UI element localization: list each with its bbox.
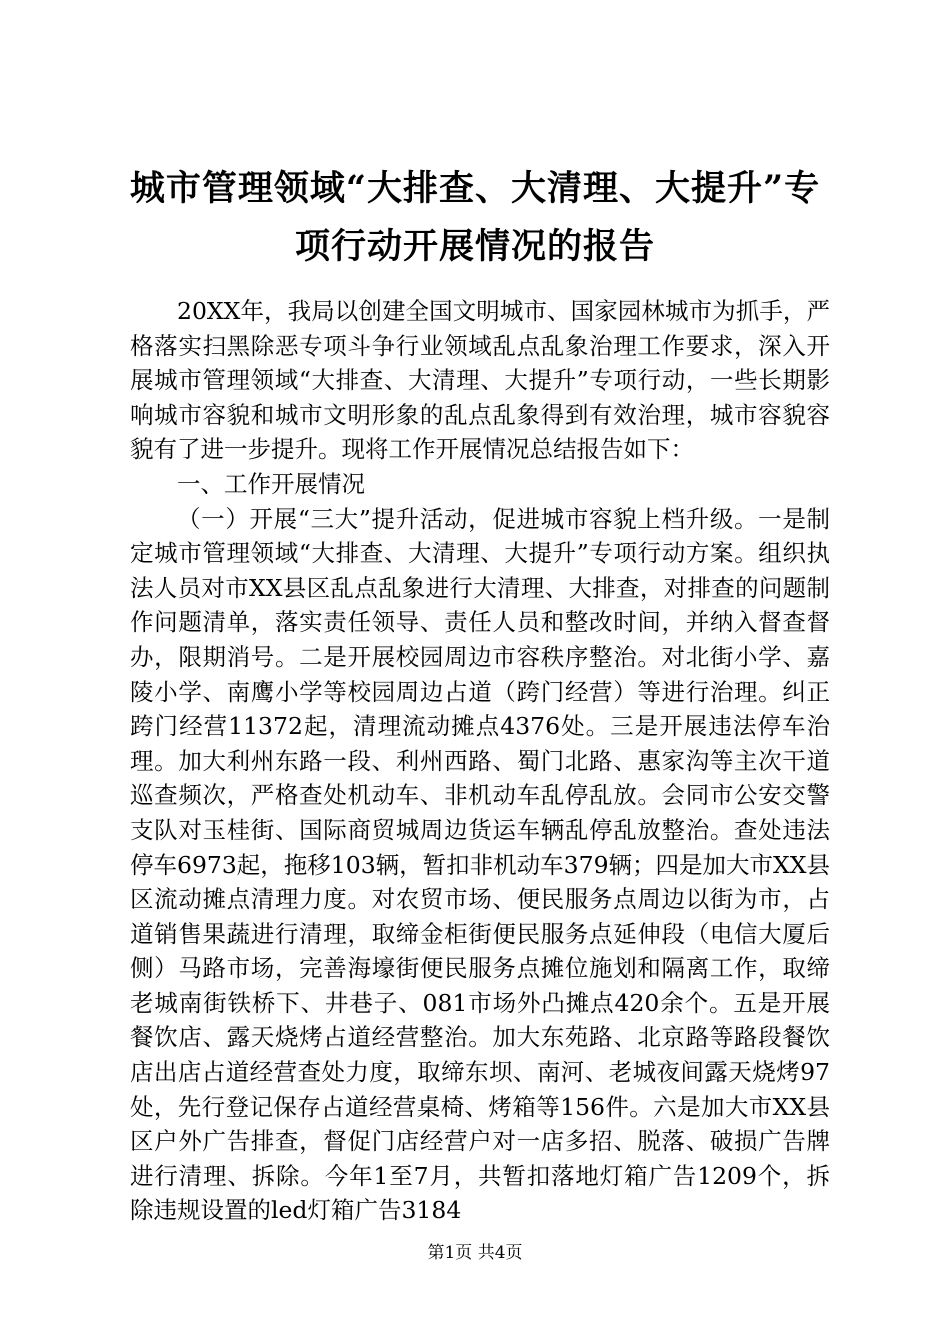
document-body (130, 294, 830, 1228)
page-number-footer: 第1页 共4页 (427, 1243, 523, 1263)
document-title: 城市管理领域“大排查、大清理、大提升”专项行动开展情况的报告 (129, 168, 821, 267)
paragraph-intro: 20XX年，我局以创建全国文明城市、国家园林城市为抓手，严格落实扫黑除恶专项斗争行业领域乱点乱象治理工作要求，深入开展城市管理领域“大排查、大清理、大提升”专项行动，一些长期影响城市容貌和城市文明形象的乱点乱象得到有效治理，城市容貌容貌有了进一步提升。现将工作开展情况总结报告如下： (130, 297, 830, 464)
section-heading: 一、工作开展情况 (177, 469, 365, 498)
paragraph-section-1: （一）开展“三大”提升活动，促进城市容貌上档升级。一是制定城市管理领域“大排查、大清理、大提升”专项行动方案。组织执法人员对市XX县区乱点乱象进行大清理、大排查，对排查的问题制作问题清单，落实责任领导、责任人员和整改时间，并纳入督查督办，限期消号。二是开展校园周边市容秩序整治。对北街小学、嘉陵小学、南鹰小学等校园周边占道（跨门经营）等进行治理。纠正跨门经营11372起，清理流动摊点4376处。三是开展违法停车治理。加大利州东路一段、利州西路、蜀门北路、惠家沟等主次干道巡查频次，严格查处机动车、非机动车乱停乱放。会同市公安交警支队对玉桂街、国际商贸城周边货运车辆乱停乱放整治。查处违法停车6973起，拖移103辆，暂扣非机动车379辆；四是加大市XX县区流动摊点清理力度。对农贸市场、便民服务点周边以街为市，占道销售果蔬进行清理，取缔金柜街便民服务点延伸段（电信大厦后侧）马路市场，完善海壕街便民服务点摊位施划和隔离工作，取缔老城南街铁桥下、井巷子、081市场外凸摊点420余个。五是开展餐饮店、露天烧烤占道经营整治。加大东苑路、北京路等路段餐饮店出店占道经营查处力度，取缔东坝、南河、老城夜间露天烧烤97处，先行登记保存占道经营桌椅、烤箱等156件。六是加大市XX县区户外广告排查，督促门店经营户对一店多招、脱落、破损广告牌进行清理、拆除。今年1至7月，共暂扣落地灯箱广告1209个，拆除违规设置的led灯箱广告3184 (130, 504, 830, 1225)
